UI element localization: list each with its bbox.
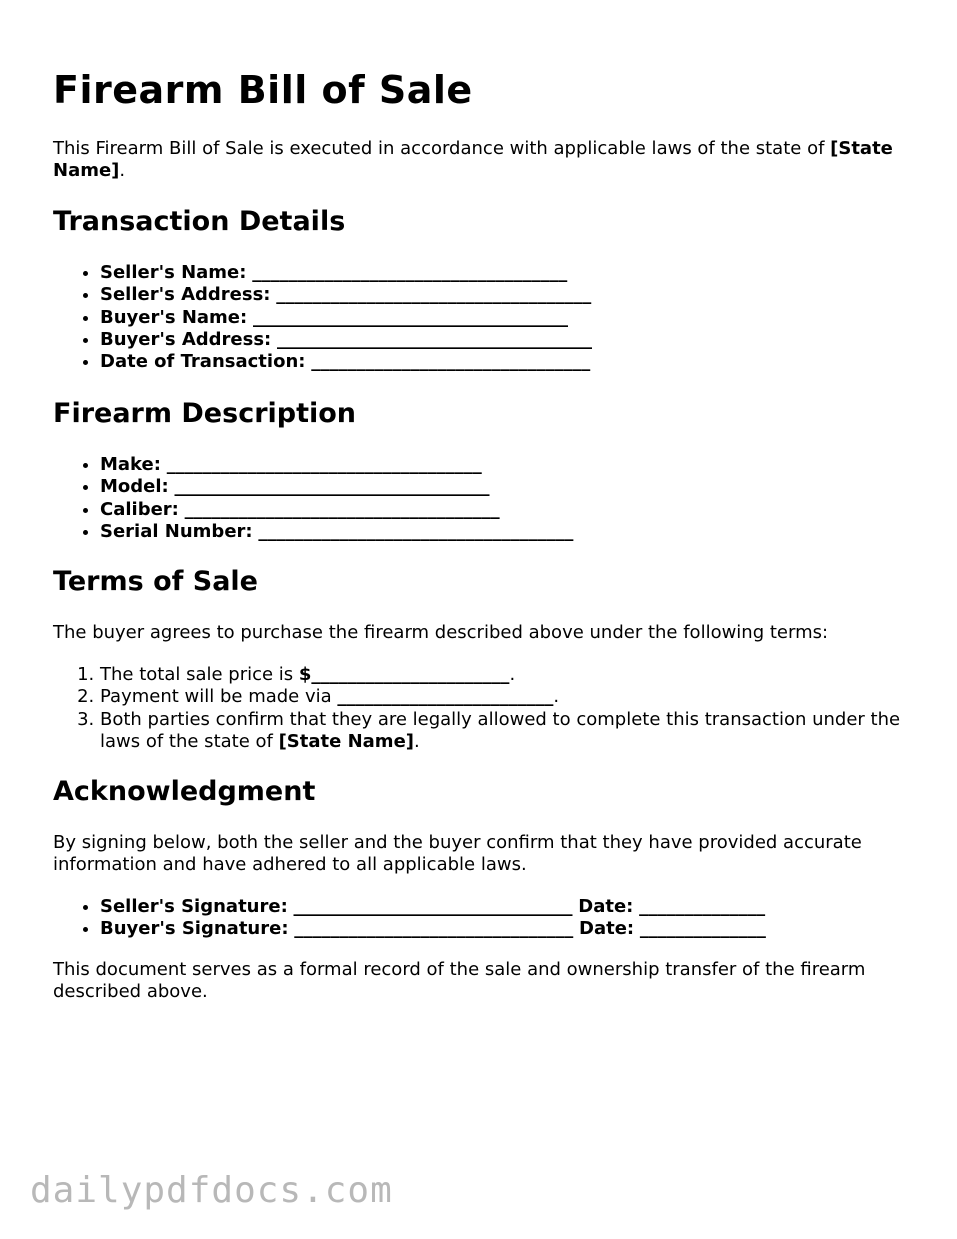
list-item xyxy=(100,499,913,521)
signature-list xyxy=(53,896,913,941)
field-label: Serial Number: xyxy=(100,520,253,542)
seller-date-blank[interactable]: ______________ xyxy=(639,896,766,917)
term-end: . xyxy=(553,686,560,708)
list-item xyxy=(100,918,913,940)
date-label: Date: xyxy=(579,918,635,940)
firearm-list xyxy=(53,454,913,543)
acknowledgment-heading: Acknowledgment xyxy=(53,776,316,807)
intro-state-placeholder: [State Name] xyxy=(53,138,893,181)
list-item xyxy=(100,329,913,351)
serial-number-blank[interactable]: ___________________________________ xyxy=(258,520,574,542)
field-label: Make: xyxy=(100,454,161,475)
terms-heading: Terms of Sale xyxy=(53,566,258,597)
firearm-heading: Firearm Description xyxy=(53,398,357,429)
list-item xyxy=(100,664,913,686)
list-item xyxy=(100,686,913,708)
seller-address-blank[interactable]: ___________________________________ xyxy=(276,284,592,306)
field-label: Date of Transaction: xyxy=(100,351,306,373)
term-end: . xyxy=(414,730,420,752)
sale-price-blank[interactable]: $______________________ xyxy=(298,664,510,685)
field-label: Buyer's Signature: xyxy=(100,918,289,940)
transaction-list xyxy=(53,262,913,373)
list-item xyxy=(100,262,913,284)
acknowledgment-text: By signing below, both the seller and the buyer confirm that they have provided accurate information and have adhered to all applicable laws. xyxy=(53,832,862,875)
model-blank[interactable]: ___________________________________ xyxy=(174,476,490,498)
closing-paragraph: This document serves as a formal record of the sale and ownership transfer of the firearm described above. xyxy=(53,959,866,1002)
field-label: Seller's Address: xyxy=(100,284,271,306)
term-end: . xyxy=(509,664,516,685)
state-placeholder: [State Name] xyxy=(278,730,414,752)
field-label: Seller's Name: xyxy=(100,262,247,283)
field-label: Seller's Signature: xyxy=(100,896,288,917)
transaction-date-blank[interactable]: _______________________________ xyxy=(311,351,591,373)
payment-method-blank[interactable]: ________________________ xyxy=(337,686,554,708)
buyer-signature-blank[interactable]: _______________________________ xyxy=(294,918,574,940)
field-label: Caliber: xyxy=(100,498,179,520)
list-item xyxy=(100,709,913,754)
list-item xyxy=(100,896,913,918)
list-item xyxy=(100,454,913,476)
transaction-heading: Transaction Details xyxy=(53,206,346,237)
field-label: Model: xyxy=(100,476,169,498)
field-label: Buyer's Name: xyxy=(100,306,248,328)
intro-text: This Firearm Bill of Sale is executed in accordance with applicable laws of the state of xyxy=(53,138,831,159)
buyer-name-blank[interactable]: ___________________________________ xyxy=(252,306,568,328)
buyer-address-blank[interactable]: ___________________________________ xyxy=(277,328,592,350)
make-blank[interactable]: ___________________________________ xyxy=(166,454,482,475)
document-title: Firearm Bill of Sale xyxy=(53,68,473,112)
watermark: dailypdfdocs.com xyxy=(30,1170,393,1211)
list-item xyxy=(100,351,913,373)
caliber-blank[interactable]: ___________________________________ xyxy=(184,498,500,520)
term-text: The total sale price is xyxy=(100,664,299,685)
list-item xyxy=(100,307,913,329)
intro-end: . xyxy=(119,160,126,181)
list-item xyxy=(100,284,913,306)
buyer-date-blank[interactable]: ______________ xyxy=(639,918,766,940)
list-item xyxy=(100,476,913,498)
terms-intro: The buyer agrees to purchase the firearm described above under the following terms: xyxy=(53,622,829,643)
term-text: Payment will be made via xyxy=(100,686,338,708)
seller-name-blank[interactable]: ___________________________________ xyxy=(252,262,568,283)
list-item xyxy=(100,521,913,543)
term-text: Both parties confirm that they are legally allowed to complete this transaction under the laws of the state of xyxy=(100,708,901,752)
field-label: Buyer's Address: xyxy=(100,328,272,350)
seller-signature-blank[interactable]: _______________________________ xyxy=(293,896,573,917)
terms-list xyxy=(53,664,913,753)
date-label: Date: xyxy=(578,896,634,917)
intro-paragraph xyxy=(53,138,913,182)
